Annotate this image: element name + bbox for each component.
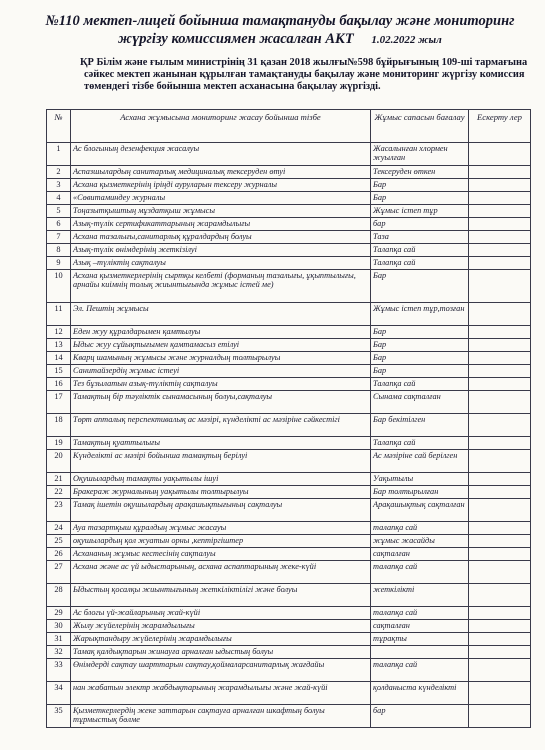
row-status: Сынама сақталған [371,391,469,414]
row-status: бар [371,705,469,728]
row-number: 23 [47,499,71,522]
row-number: 28 [47,584,71,607]
row-item: Азық-түлік өнімдерінің жеткізілуі [71,244,371,257]
table-row [47,561,531,584]
row-note [469,473,531,486]
row-number: 31 [47,633,71,646]
row-number: 13 [47,339,71,352]
row-note [469,326,531,339]
row-status: тұрақты [371,633,469,646]
header-note: Ескерту лер [469,110,531,143]
row-note [469,659,531,682]
row-note [469,166,531,179]
table-body [47,143,531,728]
row-number: 18 [47,414,71,437]
table-row [47,607,531,620]
row-number: 14 [47,352,71,365]
row-item: Тамақтың бір тәуліктік сынамасының болуы,сақталуы [71,391,371,414]
row-status: Бар толтырылған [371,486,469,499]
row-status: Талапқа сай [371,437,469,450]
row-item: Ыдыс жуу сұйықтығымен қамтамасыз етілуі [71,339,371,352]
row-note [469,270,531,303]
row-status: жұмыс жасайды [371,535,469,548]
row-item: Санитайзердің жұмыс істеуі [71,365,371,378]
row-item: Тамақ ішетін оқушылардың арақашықтығының сақталуы [71,499,371,522]
table-row [47,633,531,646]
row-number: 17 [47,391,71,414]
table-row [47,352,531,365]
row-status: Арақашықтық сақталған [371,499,469,522]
row-item: Асхана қызметкерлерінің сыртқы келбеті (форманың тазалығы, ұқыптылығы, арнайы киімнің толық жиынтығында жұмыс істей ме) [71,270,371,303]
row-note [469,179,531,192]
document-title [30,12,530,49]
table-row [47,339,531,352]
table-row [47,499,531,522]
row-number: 11 [47,303,71,326]
row-status: бар [371,218,469,231]
row-status: қолданыста күнделікті [371,682,469,705]
table-row [47,218,531,231]
row-status: Бар [371,270,469,303]
row-item: Ас блогы үй-жайларының жай-күйі [71,607,371,620]
row-number: 1 [47,143,71,166]
row-status: талапқа сай [371,522,469,535]
row-number: 27 [47,561,71,584]
table-row [47,326,531,339]
table-row [47,473,531,486]
row-note [469,391,531,414]
row-status: сақталған [371,620,469,633]
row-item: Ауа тазартқыш құралдың жұмыс жасауы [71,522,371,535]
row-item: Тамақтың қуаттылығы [71,437,371,450]
row-status: талапқа сай [371,561,469,584]
row-item: Аспазшылардың санитарлық медициналық тексеруден өтуі [71,166,371,179]
row-status: Тексеруден өткен [371,166,469,179]
table-row [47,414,531,437]
row-number: 32 [47,646,71,659]
row-item: Ыдыстың қосалқы жиынтығының жеткіліктілігі және болуы [71,584,371,607]
row-number: 24 [47,522,71,535]
row-number: 7 [47,231,71,244]
row-status: Жұмыс істеп тұр,тозған [371,303,469,326]
row-note [469,205,531,218]
row-item: Төрт апталық перспективалық ас мәзірі, күнделікті ас мәзіріне сәйкестігі [71,414,371,437]
row-number: 30 [47,620,71,633]
row-status: Бар [371,326,469,339]
row-item: оқушылардың қол жуатын орны ,кептіргіштер [71,535,371,548]
row-item: нан жабатын электр жабдықтарының жарамдылығы және жай-күйі [71,682,371,705]
row-status: талапқа сай [371,607,469,620]
row-note [469,705,531,728]
row-status: Бар [371,365,469,378]
row-note [469,620,531,633]
row-status: Ас мәзіріне сай берілген [371,450,469,473]
row-note [469,231,531,244]
row-status: Талапқа сай [371,257,469,270]
row-number: 4 [47,192,71,205]
row-status: Бар [371,352,469,365]
table-row [47,682,531,705]
row-item: Тез бұзылатын азық-түліктің сақталуы [71,378,371,391]
row-status: Жасалынған хлормен жуылған [371,143,469,166]
table-row [47,192,531,205]
row-number: 10 [47,270,71,303]
table-row [47,378,531,391]
row-item: Асхананың жұмыс кестесінің сақталуы [71,548,371,561]
row-note [469,437,531,450]
row-status [371,646,469,659]
row-status: Талапқа сай [371,378,469,391]
table-row [47,535,531,548]
row-number: 22 [47,486,71,499]
row-note [469,646,531,659]
row-item: Жылу жүйелерінің жарамдылығы [71,620,371,633]
row-number: 5 [47,205,71,218]
row-item: Кварц шамының жұмысы және журналдың толтырылуы [71,352,371,365]
header-status: Жұмыс сапасын бағалау [371,110,469,143]
row-note [469,584,531,607]
row-note [469,192,531,205]
row-item: Тамақ қалдықтарын жинауға арналған ыдыстың болуы [71,646,371,659]
row-number: 33 [47,659,71,682]
table-header-row [47,110,531,143]
table-row [47,620,531,633]
row-note [469,535,531,548]
row-note [469,486,531,499]
row-note [469,257,531,270]
row-number: 3 [47,179,71,192]
table-row [47,705,531,728]
row-status: сақталған [371,548,469,561]
row-status: Жұмыс істеп тұр [371,205,469,218]
row-number: 2 [47,166,71,179]
row-note [469,414,531,437]
table-row [47,270,531,303]
row-number: 25 [47,535,71,548]
row-number: 29 [47,607,71,620]
table-row [47,257,531,270]
row-note [469,378,531,391]
table-row [47,303,531,326]
row-item: Өнімдерді сақтау шарттарын сақтау,қоймаларсанитарлық жағдайы [71,659,371,682]
row-item: Қызметкерлердің жеке заттарын сақтауға арналған шкафтың болуы тұрмыстық бөлме [71,705,371,728]
title-text: №110 мектеп-лицей бойынша тамақтануды бақылау және мониторинг жүргізу комиссиямен жасалған АКТ [45,13,515,47]
row-status: Бар [371,179,469,192]
table-row [47,231,531,244]
row-item: Оқушылардың тамақты уақытылы ішуі [71,473,371,486]
table-row [47,143,531,166]
row-note [469,548,531,561]
monitoring-table [46,109,531,728]
row-note [469,450,531,473]
table-row [47,659,531,682]
row-note [469,143,531,166]
table-row [47,486,531,499]
row-note [469,365,531,378]
row-status: Бар [371,192,469,205]
table-row [47,450,531,473]
row-note [469,522,531,535]
row-number: 12 [47,326,71,339]
row-note [469,352,531,365]
table-row [47,205,531,218]
row-number: 19 [47,437,71,450]
header-name: Асхана жұмысына мониторинг жасау бойынша тізбе [71,110,371,143]
row-number: 26 [47,548,71,561]
row-note [469,244,531,257]
table-row [47,646,531,659]
row-item: Еден жуу құралдарымен қамтылуы [71,326,371,339]
table-row [47,522,531,535]
row-item: Асхана тазалығы,санитарлық құралдардың болуы [71,231,371,244]
row-number: 15 [47,365,71,378]
row-status: талапқа сай [371,659,469,682]
row-note [469,633,531,646]
row-item: Эл. Пештің жұмысы [71,303,371,326]
row-status: жеткілікті [371,584,469,607]
row-note [469,303,531,326]
row-note [469,339,531,352]
row-number: 16 [47,378,71,391]
row-number: 8 [47,244,71,257]
row-item: Жарықтандыру жүйелерінің жарамдылығы [71,633,371,646]
row-item: Асхана қызметкерінің іріңді ауруларын тексеру журналы [71,179,371,192]
row-number: 9 [47,257,71,270]
row-note [469,218,531,231]
row-status: Уақытылы [371,473,469,486]
table-row [47,584,531,607]
document-date: 1.02.2022 жыл [371,34,442,46]
row-number: 35 [47,705,71,728]
row-item: Күнделікті ас мәзірі бойынша тамақтың берілуі [71,450,371,473]
row-item: Азық-түлік сертификаттарының жарамдылығы [71,218,371,231]
row-note [469,607,531,620]
row-item: Азық –түліктің сақталуы [71,257,371,270]
intro-paragraph: ҚР Білім және ғылым министрінің 31 қазан 2018 жылғы№598 бұйрығының 109-ші тармағына сәйкес мектеп жанынан құрылған тамақтануды бақылау және мониторинг жүргізу комиссия төмендегі тізбе бойынша мектеп асханасына бақылау жүргізді. [80,57,528,93]
row-number: 34 [47,682,71,705]
table-row [47,365,531,378]
table-row [47,179,531,192]
row-note [469,682,531,705]
table-row [47,244,531,257]
row-status: Бар [371,339,469,352]
table-row [47,437,531,450]
row-item: Бракераж журналының уақытылы толтырылуы [71,486,371,499]
row-note [469,561,531,584]
row-item: Ас блогының дезенфекция жасалуы [71,143,371,166]
row-status: Таза [371,231,469,244]
table-row [47,166,531,179]
header-num: № [47,110,71,143]
row-item: Тоңазытқыштың мұздатқыш жұмысы [71,205,371,218]
row-status: Бар бекітілген [371,414,469,437]
table-row [47,548,531,561]
row-note [469,499,531,522]
table-row [47,391,531,414]
row-item: Асхана және ас үй ыдыстарының, асхана аспаптарының жеке-күйі [71,561,371,584]
row-number: 6 [47,218,71,231]
row-number: 20 [47,450,71,473]
row-number: 21 [47,473,71,486]
row-status: Талапқа сай [371,244,469,257]
row-item: «Сөвитаминдеу журналы [71,192,371,205]
